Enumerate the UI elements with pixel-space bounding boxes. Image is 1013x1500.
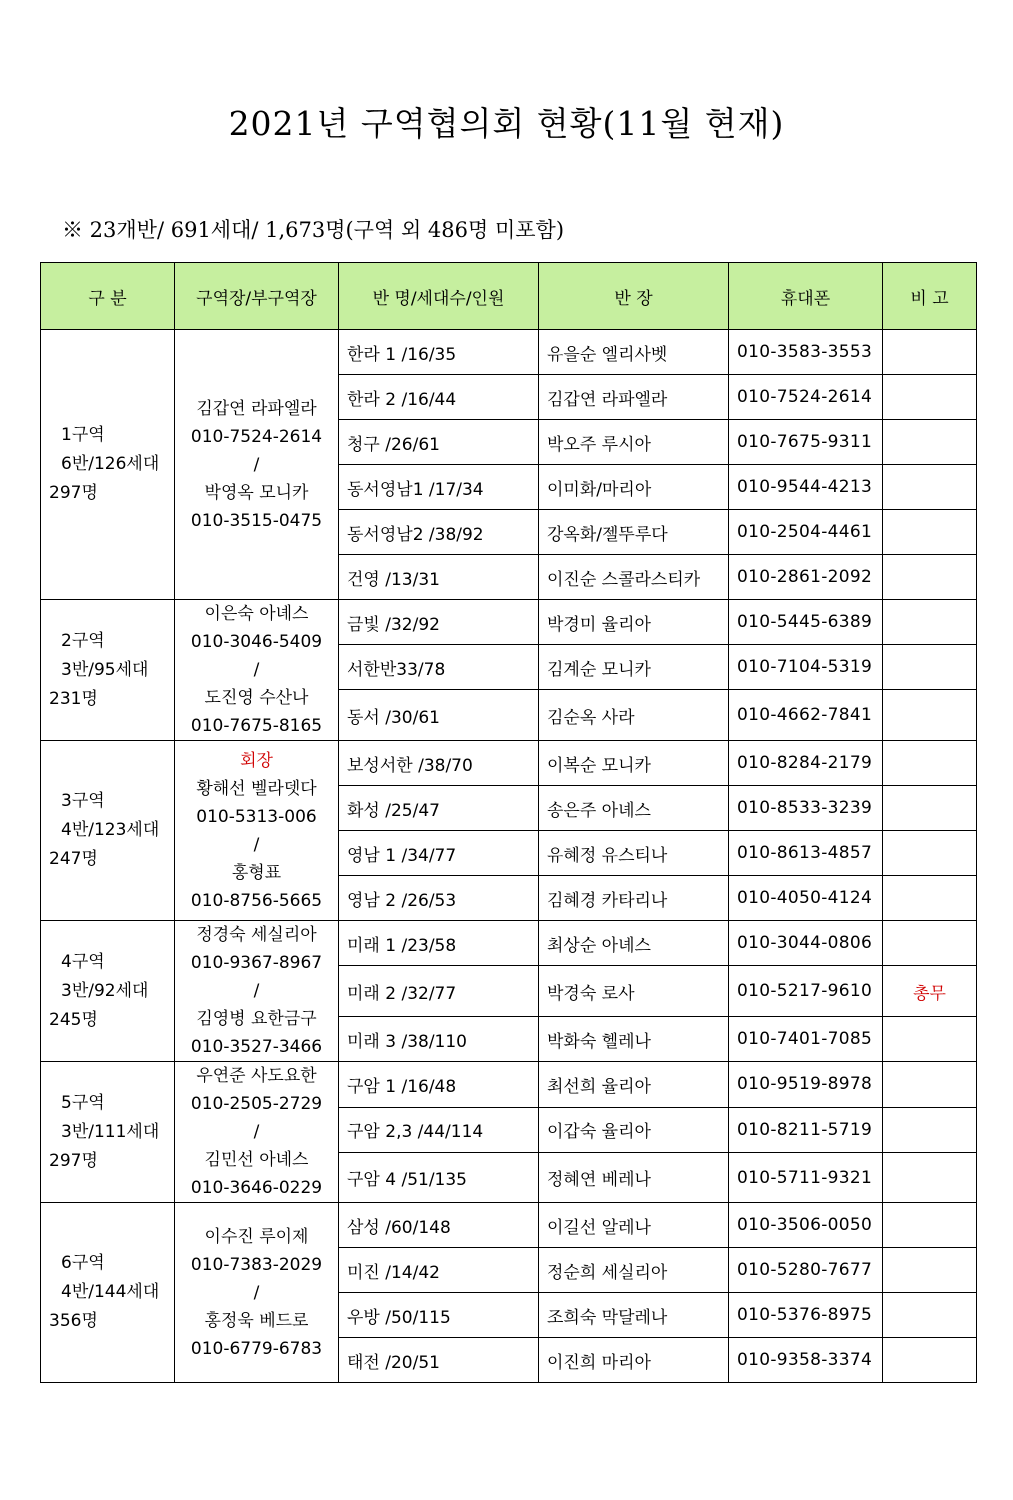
region-cell [41, 921, 175, 1062]
header-phone: 휴대폰 [729, 263, 883, 330]
phone-cell: 010-2504-4461 [729, 510, 883, 555]
ban-head-cell: 박경숙 로사 [539, 966, 729, 1017]
subleader-name: 박영옥 모니카 [204, 482, 309, 503]
ban-head-cell: 강옥화/젤뚜루다 [539, 510, 729, 555]
note-cell [883, 465, 977, 510]
phone-cell: 010-7104-5319 [729, 645, 883, 690]
note-cell [883, 1062, 977, 1108]
region-count: 247명 [49, 849, 98, 869]
ban-cell: 한라 1 /16/35 [339, 330, 539, 375]
ban-head-cell: 김계순 모니카 [539, 645, 729, 690]
note-cell [883, 555, 977, 600]
subleader-name: 홍정욱 베드로 [204, 1310, 309, 1331]
ban-head-cell: 김갑연 라파엘라 [539, 375, 729, 420]
table-row [41, 330, 977, 375]
header-leader: 구역장/부구역장 [175, 263, 339, 330]
ban-cell: 동서 /30/61 [339, 690, 539, 741]
leader-cell [175, 741, 339, 921]
subleader-phone: 010-6779-6783 [190, 1338, 323, 1359]
subleader-phone: 010-3646-0229 [190, 1178, 323, 1198]
phone-cell: 010-8613-4857 [729, 831, 883, 876]
region-name: 6구역 [61, 1253, 105, 1273]
region-name: 4구역 [61, 951, 105, 972]
region-info: 3반/111세대 [61, 1121, 160, 1142]
ban-cell: 영남 1 /34/77 [339, 831, 539, 876]
table-header-row [41, 263, 977, 330]
phone-cell: 010-9544-4213 [729, 465, 883, 510]
leader-phone: 010-5313-006 [196, 806, 317, 827]
note-cell [883, 786, 977, 831]
ban-cell: 삼성 /60/148 [339, 1203, 539, 1248]
ban-cell: 영남 2 /26/53 [339, 876, 539, 921]
region-count: 297명 [49, 483, 98, 503]
region-count: 231명 [49, 688, 98, 709]
region-info: 3반/95세대 [61, 659, 149, 680]
note-cell [883, 420, 977, 465]
ban-cell: 건영 /13/31 [339, 555, 539, 600]
ban-head-cell: 유혜정 유스티나 [539, 831, 729, 876]
region-name: 5구역 [61, 1092, 105, 1113]
ban-cell: 구암 2,3 /44/114 [339, 1107, 539, 1153]
ban-head-cell: 이복순 모니카 [539, 741, 729, 786]
phone-cell: 010-9358-3374 [729, 1338, 883, 1383]
phone-cell: 010-3506-0050 [729, 1203, 883, 1248]
leader-separator: / [253, 454, 260, 475]
region-info: 4반/123세대 [61, 820, 160, 840]
note-cell [883, 645, 977, 690]
note-cell [883, 831, 977, 876]
ban-head-cell: 최선희 율리아 [539, 1062, 729, 1108]
page-title: 2021년 구역협의회 현황(11월 현재) [228, 104, 785, 143]
phone-cell: 010-3583-3553 [729, 330, 883, 375]
note-cell [883, 1293, 977, 1338]
subleader-name: 김민선 아녜스 [204, 1150, 309, 1170]
region-cell [41, 600, 175, 741]
region-count: 245명 [49, 1009, 98, 1030]
region-name: 2구역 [61, 630, 105, 651]
region-info: 4반/144세대 [61, 1282, 160, 1302]
region-cell [41, 330, 175, 600]
note-cell [883, 600, 977, 645]
region-name: 3구역 [61, 791, 105, 811]
region-info: 3반/92세대 [61, 980, 149, 1001]
leader-name: 황해선 벨라뎃다 [196, 778, 317, 799]
ban-cell: 청구 /26/61 [339, 420, 539, 465]
leader-role: 회장 [240, 750, 273, 771]
leader-cell [175, 1203, 339, 1383]
ban-cell: 구암 4 /51/135 [339, 1153, 539, 1203]
ban-cell: 동서영남2 /38/92 [339, 510, 539, 555]
leader-phone: 010-2505-2729 [190, 1094, 323, 1114]
note-cell [883, 1338, 977, 1383]
phone-cell: 010-5711-9321 [729, 1153, 883, 1203]
ban-head-cell: 박경미 율리아 [539, 600, 729, 645]
ban-head-cell: 이진희 마리아 [539, 1338, 729, 1383]
leader-name: 우연준 사도요한 [196, 1066, 317, 1086]
phone-cell: 010-5376-8975 [729, 1293, 883, 1338]
phone-cell: 010-9519-8978 [729, 1062, 883, 1108]
leader-cell [175, 1062, 339, 1203]
phone-cell: 010-4050-4124 [729, 876, 883, 921]
region-count: 297명 [49, 1150, 98, 1171]
ban-cell: 미래 1 /23/58 [339, 921, 539, 966]
phone-cell: 010-8284-2179 [729, 741, 883, 786]
ban-head-cell: 박화숙 헬레나 [539, 1017, 729, 1062]
leader-cell [175, 330, 339, 600]
ban-cell: 금빛 /32/92 [339, 600, 539, 645]
ban-head-cell: 이미화/마리아 [539, 465, 729, 510]
ban-cell: 구암 1 /16/48 [339, 1062, 539, 1108]
ban-cell: 태전 /20/51 [339, 1338, 539, 1383]
leader-phone: 010-3046-5409 [190, 632, 323, 652]
ban-cell: 미진 /14/42 [339, 1248, 539, 1293]
table-row [41, 600, 977, 645]
header-note: 비 고 [883, 263, 977, 330]
subleader-phone: 010-8756-5665 [190, 890, 323, 911]
phone-cell: 010-3044-0806 [729, 921, 883, 966]
phone-cell: 010-5217-9610 [729, 966, 883, 1017]
note-cell [883, 1017, 977, 1062]
subleader-name: 도진영 수산나 [204, 688, 309, 708]
table-row [41, 1203, 977, 1248]
region-cell [41, 741, 175, 921]
phone-cell: 010-8533-3239 [729, 786, 883, 831]
ban-cell: 미래 3 /38/110 [339, 1017, 539, 1062]
note-cell [883, 1153, 977, 1203]
leader-name: 김갑연 라파엘라 [196, 398, 317, 419]
leader-separator: / [253, 1122, 260, 1142]
note-cell [883, 375, 977, 420]
note-cell [883, 741, 977, 786]
phone-cell: 010-2861-2092 [729, 555, 883, 600]
leader-phone: 010-7524-2614 [190, 426, 323, 447]
header-ban-head: 반 장 [539, 263, 729, 330]
subleader-phone: 010-3527-3466 [190, 1037, 323, 1057]
phone-cell: 010-7675-9311 [729, 420, 883, 465]
note-cell [883, 1248, 977, 1293]
header-category: 구 분 [41, 263, 175, 330]
leader-name: 이은숙 아녜스 [204, 604, 309, 624]
summary-line: ※ 23개반/ 691세대/ 1,673명(구역 외 486명 미포함) [62, 218, 565, 242]
ban-head-cell: 조희숙 막달레나 [539, 1293, 729, 1338]
ban-head-cell: 김순옥 사라 [539, 690, 729, 741]
phone-cell: 010-7524-2614 [729, 375, 883, 420]
leader-separator: / [253, 1282, 260, 1303]
phone-cell: 010-5445-6389 [729, 600, 883, 645]
subleader-name: 홍형표 [231, 862, 282, 883]
ban-cell: 화성 /25/47 [339, 786, 539, 831]
subleader-phone: 010-3515-0475 [190, 510, 323, 531]
note-cell [883, 330, 977, 375]
leader-name: 이수진 루이제 [204, 1226, 309, 1247]
ban-head-cell: 정순희 세실리아 [539, 1248, 729, 1293]
leader-cell [175, 600, 339, 741]
phone-cell: 010-8211-5719 [729, 1107, 883, 1153]
subleader-phone: 010-7675-8165 [190, 716, 323, 736]
ban-cell: 서한반33/78 [339, 645, 539, 690]
region-cell [41, 1203, 175, 1383]
leader-name: 정경숙 세실리아 [196, 925, 317, 945]
leader-cell [175, 921, 339, 1062]
ban-head-cell: 이길선 알레나 [539, 1203, 729, 1248]
region-name: 1구역 [61, 425, 105, 445]
ban-head-cell: 박오주 루시아 [539, 420, 729, 465]
note-cell [883, 690, 977, 741]
note-cell [883, 1203, 977, 1248]
ban-head-cell: 이진순 스콜라스티카 [539, 555, 729, 600]
header-ban: 반 명/세대수/인원 [339, 263, 539, 330]
ban-cell: 한라 2 /16/44 [339, 375, 539, 420]
ban-cell: 보성서한 /38/70 [339, 741, 539, 786]
ban-head-cell: 이갑숙 율리아 [539, 1107, 729, 1153]
leader-phone: 010-7383-2029 [190, 1254, 323, 1275]
ban-head-cell: 송은주 아녜스 [539, 786, 729, 831]
note-cell [883, 876, 977, 921]
region-info: 6반/126세대 [61, 454, 160, 474]
table-row [41, 921, 977, 966]
ban-cell: 우방 /50/115 [339, 1293, 539, 1338]
region-cell [41, 1062, 175, 1203]
ban-cell: 동서영남1 /17/34 [339, 465, 539, 510]
region-count: 356명 [49, 1311, 98, 1331]
note-cell [883, 1107, 977, 1153]
ban-head-cell: 김혜경 카타리나 [539, 876, 729, 921]
leader-phone: 010-9367-8967 [190, 953, 323, 973]
table-row [41, 1062, 977, 1108]
ban-head-cell: 최상순 아녜스 [539, 921, 729, 966]
note-cell: 총무 [883, 966, 977, 1017]
table-row [41, 741, 977, 786]
leader-separator: / [253, 981, 260, 1001]
district-table [40, 262, 977, 1383]
ban-head-cell: 유을순 엘리사벳 [539, 330, 729, 375]
leader-separator: / [253, 834, 260, 855]
ban-head-cell: 정혜연 베레나 [539, 1153, 729, 1203]
phone-cell: 010-7401-7085 [729, 1017, 883, 1062]
leader-separator: / [253, 660, 260, 680]
note-cell [883, 921, 977, 966]
phone-cell: 010-5280-7677 [729, 1248, 883, 1293]
phone-cell: 010-4662-7841 [729, 690, 883, 741]
note-cell [883, 510, 977, 555]
ban-cell: 미래 2 /32/77 [339, 966, 539, 1017]
subleader-name: 김영병 요한금구 [196, 1009, 317, 1029]
